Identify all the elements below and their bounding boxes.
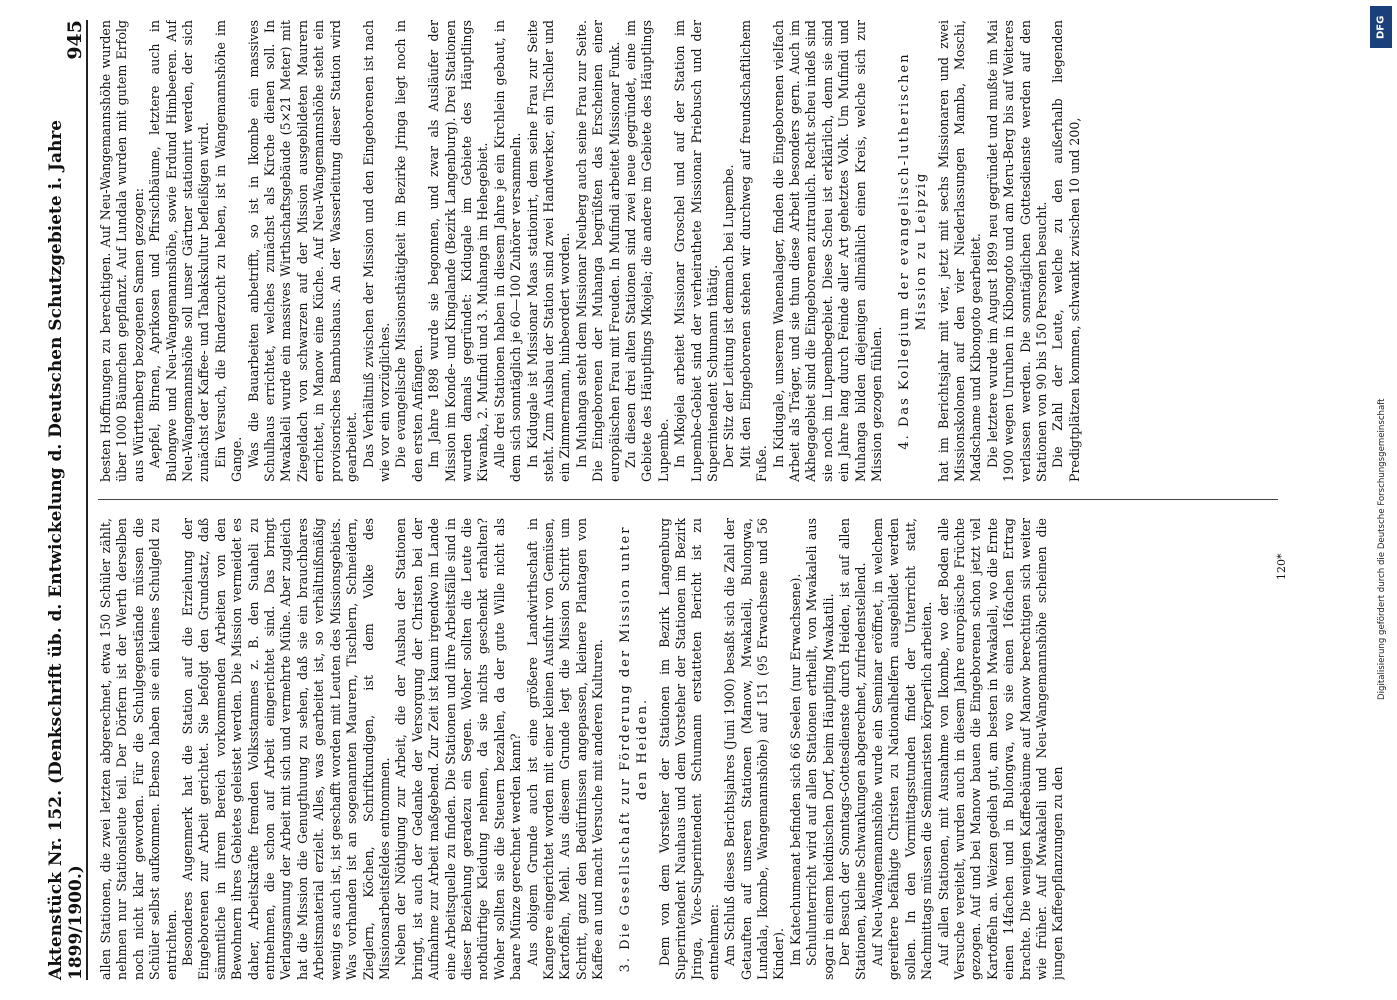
paragraph: Neben der Nöthigung zur Arbeit, die der Ausbau der Stationen bringt, ist auch der Gedanke der Versorgung der Christen bei der Aufnahme zur Arbeit maßgebend. Zur Zeit ist kaum irgendwo im Lande eine Arbeitsquelle zu finden. Die Stationen und ihre Arbeitsfälle sind in dieser Beziehung geradezu ein Segen. Woher sollten die Leute die nothdürftige Kleidung nehmen, da sie nichts geschenkt erhalten? Woher sollten sie die Steuern bezahlen, da der gute Wille nicht als baare Münze gerechnet werden kann? bbox=[393, 518, 524, 980]
paragraph: Aepfel, Birnen, Aprikosen und Pfirsichbäume, letztere auch in Bulongwe und Neu-Wangemannshöhe, sowie Erdund Himbeeren. Auf Neu-Wangemannshöhe soll unser Gärtner stationirt werden, der sich zunächst der Kaffee- und Tabakskultur befleißigen wird. bbox=[147, 20, 212, 482]
left-column bbox=[98, 518, 1278, 980]
paragraph: Mit den Eingeborenen stehen wir durchweg auf freundschaftlichem Fuße. bbox=[737, 20, 770, 482]
paragraph: Aus obigem Grunde auch ist eine größere Landwirthschaft in Kangere eingerichtet worden mit einer kleinen Ausfuhr von Gemüsen, Kartoffeln, Mehl. Aus diesem Grunde legt die Mission Schritt um Schritt, ganz den Bedürfnissen angepassen, kleinere Plantagen von Kaffee an und macht Versuche mit anderen Kulturen. bbox=[524, 518, 606, 980]
paragraph: Im Jahre 1898 wurde sie begonnen, und zwar als Ausläufer der Mission im Konde- und Kingalande (Bezirk Langenburg). Drei Stationen wurden damals gegründet: Kidugale im Gebiete des Häuptlings Kiwanka, 2. Mufindi und 3. Muhanga im Hehegebiet. bbox=[426, 20, 491, 482]
section-heading: 4. Das Kollegium der evangelisch-lutherischen Mission zu Leipzig bbox=[896, 52, 929, 450]
paragraph: Die Zahl der Leute, welche zu den außerhalb liegenden Predigtplätzen kommen, schwankt zwischen 10 und 200, bbox=[1050, 20, 1082, 482]
paragraph: allen Stationen, die zwei letzten abgerechnet, etwa 150 Schüler zählt, nehmen nur Stationsleute teil. Der Dörfern ist der Werth derselben noch nicht klar geworden. Für die Schulgegenstände müssen die Schüler selbst aufkommen. Ebenso haben sie ein kleines Schulgeld zu entrichten. bbox=[98, 518, 179, 980]
paragraph: Die evangelische Missionsthätigkeit im Bezirke Jringa liegt noch in den ersten Anfängen. bbox=[393, 20, 425, 482]
dfg-logo-icon: DFG bbox=[1370, 6, 1392, 48]
digitization-note: Digitalisierung gefördert durch die Deutsche Forschungsgemeinschaft bbox=[1377, 398, 1387, 700]
paragraph: Zu diesen drei alten Stationen sind zwei neue gegründet, eine im Gebiete des Häuptlings Mkojela; die andere im Gebiete des Häuptlings Lupembe. bbox=[623, 20, 671, 482]
paragraph: In Mkojela arbeitet Missionar Groschel und auf der Station im Lupembe-Gebiet sind der verheirathete Missionar Priebusch und der Superintendent Schumann thätig. bbox=[672, 20, 721, 482]
printer-signature: 120* bbox=[1275, 553, 1288, 580]
paragraph: Was die Bauarbeiten anbetrifft, so ist in Ikombe ein massives Schulhaus errichtet, welches zunächst als Kirche dienen soll. In Mwakaleli wurde ein massives Wirthschaftsgebäude (5×21 Meter) mit Ziegeldach von schwarzen auf der Mission ausgebildeten Maurern errichtet, in Manow eine Küche. Auf Neu-Wangemannshöhe steht ein provisorisches Bambushaus. An der Wasserleitung dieser Station wird gearbeitet. bbox=[245, 20, 360, 482]
paragraph: Auf Neu-Wangemannshöhe wurde ein Seminar eröffnet, in welchem gereiftere befähigte Christen zu Nationalhelfern ausgebildet werden sollen. In den Vormittagsstunden findet der Unterricht statt, Nachmittags müssen die Seminaristen körperlich arbeiten. bbox=[869, 518, 935, 980]
paragraph: Der Besuch der Sonntags-Gottesdienste durch Heiden, ist auf allen Stationen, kleine Schwankungen abgerechnet, zufriedenstellend. bbox=[837, 518, 869, 980]
paragraph: besten Hoffnungen zu berechtigen. Auf Neu-Wangemannshöhe wurden über 1000 Bäumchen gepflanzt. Auf Lundala wurden mit gutem Erfolg aus Württemberg bezogenen Samen gezogen: bbox=[98, 20, 146, 482]
paragraph: Die letztere wurde im August 1899 neu gegründet und mußte im Mai 1900 wegen Unruhen in Kibongoto und am Meru-Berg bis auf Weiteres verlassen werden. Die sonntäglichen Gottesdienste werden auf den Stationen von 90 bis 150 Personen besucht. bbox=[984, 20, 1049, 482]
paragraph: Der Sitz der Leitung ist demnach bei Lupembe. bbox=[721, 164, 737, 468]
paragraph: Besonderes Augenmerk hat die Station auf die Erziehung der Eingeborenen zur Arbeit gerichtet. Sie befolgt den Grundsatz, daß sämmtliche in ihrem Bereich vorkommenden Arbeiten von den Bewohnern ihres Gebietes geleistet werden. Die Mission vermeidet es daher, Arbeitskräfte fremden Volksstammes z. B. den Suaheli zu entnehmen, die schon auf Arbeit eingerichtet sind. Das bringt Verlangsamung der Arbeit mit sich und vermehrte Mühe. Aber zugleich hat die Mission die Genugthuung zu sehen, daß sie ein brauchbares Arbeitsmaterial erzielt. Alles, was gearbeitet ist, so verhältnißmäßig wenig es auch ist, ist geschafft worden mit Leuten des Missionsgebiets. Was vorhanden ist an sogenannten Maurern, Tischlern, Schneidern, Zieglern, Köchen, Schriftkundigen, ist dem Volke des Missionsarbeitsfeldes entnommen. bbox=[180, 518, 392, 980]
right-column bbox=[98, 20, 1278, 482]
paragraph: In Kidugale, unserem Wanenalager, finden die Eingeborenen vielfach Arbeit als Träger, und sie thun diese Arbeit besonders gern. Auch im Akhegagebiet sind die Eingeborenen zutraulich. Recht scheu indeß sind sie noch im Lupembegebiet. Diese Scheu ist erklärlich, denn sie sind ein Jahre lang durch Feinde aller Art gehetztes Volk. Um Mufindi und Muhanga bilden diejenigen allmählich einen Kreis, welche sich zur Mission gezogen fühlen. bbox=[770, 20, 885, 482]
paragraph: In Muhanga steht dem Missionar Neuberg auch seine Frau zur Seite. Die Eingeborenen der Muhanga begrüßten das Erscheinen einer europäischen Frau mit Freuden. In Mufindi arbeitet Missionar Funk. bbox=[573, 20, 622, 482]
paragraph: Das Verhältniß zwischen der Mission und den Eingeborenen ist nach wie vor ein vorzügliches. bbox=[360, 20, 392, 482]
paragraph: Schulunterricht wird auf allen Stationen ertheilt, von Mwakaleli aus sogar in einem heidnischen Dorf, beim Häuptling Mwakatili. bbox=[804, 518, 836, 980]
paragraph: Dem von dem Vorsteher der Stationen im Bezirk Langenburg Superintendent Nauhaus und dem Vorsteher der Stationen im Bezirk Jringa, Vice-Superintendent Schumann erstatteten Bericht ist zu entnehmen: bbox=[656, 518, 721, 980]
rotated-page-content bbox=[40, 20, 1290, 980]
paragraph: Ein Versuch, die Rinderzucht zu heben, ist in Wangemannshöhe im Gange. bbox=[212, 20, 245, 482]
running-title: Aktenstück Nr. 152. (Denkschrift üb. d. Entwickelung d. Deutschen Schutzgebiete i. Jahre 1899/1900.) bbox=[46, 119, 86, 980]
paragraph: Alle drei Stationen haben in diesem Jahre je ein Kirchlein gebaut, in dem sich sonntäglich je 60—100 Zuhörer versammeln. bbox=[491, 20, 524, 482]
column-divider bbox=[98, 499, 1278, 500]
paragraph: hat im Berichtsjahr mit vier, jetzt mit sechs Missionaren und zwei Missionskolonen auf den vier Niederlassungen Mamba, Moschi, Madschame und Kibongoto gearbeitet. bbox=[935, 20, 984, 482]
page-header bbox=[40, 20, 88, 980]
section-heading: 3. Die Gesellschaft zur Förderung der Mission unter den Heiden. bbox=[617, 525, 650, 973]
page-number: 945 bbox=[64, 20, 86, 60]
paragraph: Auf allen Stationen, mit Ausnahme von Ikombe, wo der Boden alle Versuche vereitelt, wurden auch in diesem Jahre europäische Früchte gezogen. Auf und bei Manow bauen die Eingeborenen schon jetzt viel Kartoffeln an. Weizen gedieh gut, am besten in Mwakaleli, wo die Ernte einen 14fachen und in Bulongwa, wo sie einen 16fachen Ertrag brachte. Die wenigen Kaffeebäume auf Manow berechtigen sich weiter wie früher. Auf Mwakaleli und Neu-Wangemannshöhe scheinen die jungen Kaffeepflanzungen zu den bbox=[935, 518, 1066, 980]
paragraph: In Kidugale ist Missionar Maas stationirt, dem seine Frau zur Seite steht. Zum Ausbau der Station sind zwei Handwerker, ein Tischler und ein Zimmermann, hinbeordert worden. bbox=[524, 20, 573, 482]
paragraph: Im Katechumenat befinden sich 66 Seelen (nur Erwachsene). bbox=[787, 573, 803, 966]
paragraph: Am Schluß dieses Berichtsjahres (Juni 1900) besaßt sich die Zahl der Getauften auf unseren Stationen (Manow, Mwakaleli, Bulongwa, Lundala, Ikombe, Wangemannshöhe) auf 151 (95 Erwachsene und 56 Kinder). bbox=[722, 518, 787, 980]
